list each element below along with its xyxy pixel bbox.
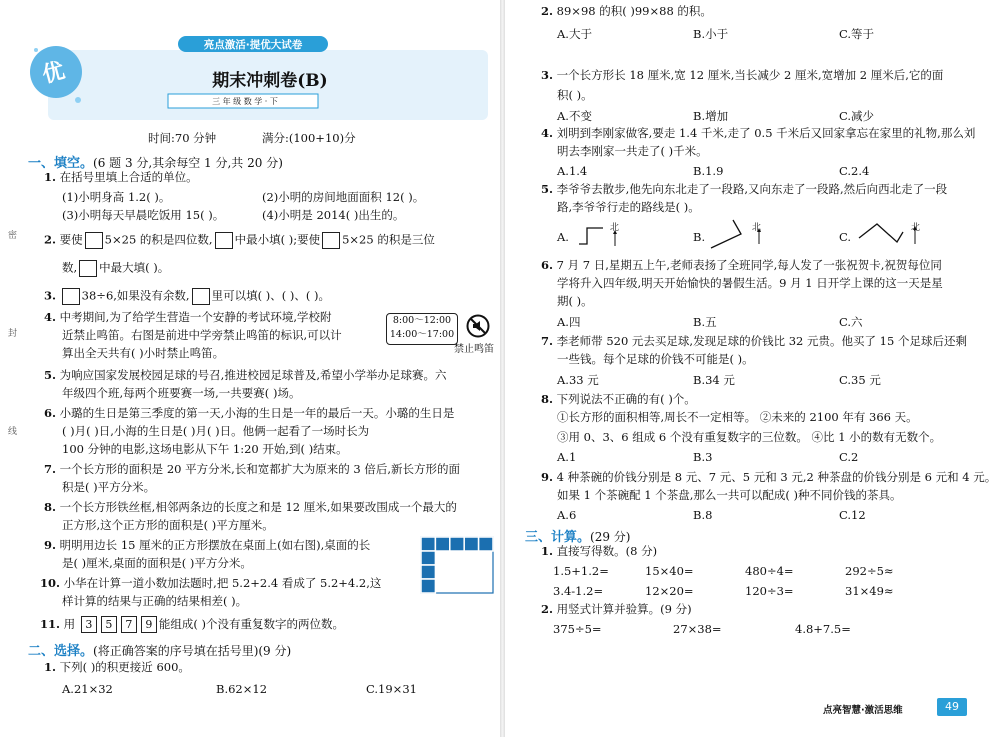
choice-3-option-a: A.不变 bbox=[557, 109, 592, 123]
q2-text-b: 5×25 的积是四位数, bbox=[104, 232, 213, 247]
question-9-line-2: 是( )厘米,桌面的面积是( )平方分米。 bbox=[62, 556, 252, 570]
q3-text-b: 里可以填( )、( )、( )。 bbox=[211, 288, 330, 303]
choice-1-text: 下列( )的积更接近 600。 bbox=[59, 660, 190, 674]
question-4-line-1: 4. 中考期间,为了给学生营造一个安静的考试环境,学校附 bbox=[44, 310, 332, 324]
choice-4-option-b: B.1.9 bbox=[693, 164, 724, 178]
question-4-line-3: 算出全天共有( )小时禁止鸣笛。 bbox=[62, 346, 225, 360]
choice-3-line-1: 3. 一个长方形长 18 厘米,宽 12 厘米,当长减少 2 厘米,宽增加 2 厘米后,它的面 bbox=[541, 68, 944, 82]
section-1-heading bbox=[28, 152, 283, 171]
choice-9-line-2: 如果 1 个茶碗配 1 个茶盘,那么一共可以配成( )种不同价钱的茶具。 bbox=[557, 488, 902, 502]
no-horn-label: 禁止鸣笛 bbox=[454, 344, 494, 355]
calc-1-item: 12×20= bbox=[645, 584, 694, 598]
question-7-line-1: 7. 一个长方形的面积是 20 平方分米,长和宽都扩大为原来的 3 倍后,新长方形的面 bbox=[44, 462, 461, 476]
choice-6-line-1: 6. 7 月 7 日,星期五上午,老师表扬了全班同学,每人发了一张祝贺卡,祝贺每位同 bbox=[541, 258, 942, 272]
section-2-title: 二、选择。 bbox=[28, 644, 94, 659]
choice-9-text-a: 4 种茶碗的价钱分别是 8 元、7 元、5 元和 3 元,2 种茶盘的价钱分别是 6 元和 4 元。 bbox=[556, 470, 997, 484]
choice-7-option-c: C.35 元 bbox=[839, 373, 881, 387]
gutter-mark-mi: 密 bbox=[8, 231, 18, 241]
calc-1-item: 15×40= bbox=[645, 564, 694, 578]
section-3-heading bbox=[525, 526, 630, 545]
question-6-line-2: ( )月( )日,小海的生日是( )月( )日。他俩一起看了一场时长为 bbox=[62, 424, 370, 438]
calc-1: 1. 直接写得数。(8 分) bbox=[541, 544, 658, 558]
calc-1-item: 1.5+1.2= bbox=[553, 564, 609, 578]
choice-5-text-a: 李爷爷去散步,他先向东北走了一段路,又向东走了一段路,然后向西北走了一段 bbox=[556, 182, 948, 196]
gutter-mark-xian: 线 bbox=[8, 427, 18, 437]
answer-box[interactable] bbox=[79, 260, 97, 277]
choice-7-option-a: A.33 元 bbox=[557, 373, 599, 387]
calc-2-item: 375÷5= bbox=[553, 622, 602, 636]
choice-8-option-a: A.1 bbox=[557, 450, 577, 464]
answer-box[interactable] bbox=[322, 232, 340, 249]
digit-card: 5 bbox=[101, 616, 117, 633]
choice-9-option-a: A.6 bbox=[557, 508, 577, 522]
choice-5-line-2: 路,李爷爷行走的路线是( )。 bbox=[557, 200, 700, 214]
section-2-heading bbox=[28, 640, 291, 659]
choice-8: 8. 下列说法不正确的有( )个。 bbox=[541, 392, 696, 406]
choice-4-line-2: 明去李刚家一共走了( )千米。 bbox=[557, 144, 708, 158]
banner-text: 亮点激活·提优大试卷 bbox=[203, 39, 303, 51]
choice-6-text-a: 7 月 7 日,星期五上午,老师表扬了全班同学,每人发了一张祝贺卡,祝贺每位同 bbox=[556, 258, 942, 272]
choice-9-line-1: 9. 4 种茶碗的价钱分别是 8 元、7 元、5 元和 3 元,2 种茶盘的价钱分别是 6 元和 4 元。 bbox=[541, 470, 997, 484]
calc-1-item: 31×49≈ bbox=[845, 584, 894, 598]
choice-7-line-1: 7. 李老师带 520 元去买足球,发现足球的价钱比 32 元贵。他买了 15 个足球后还剩 bbox=[541, 334, 967, 348]
q4-text-a: 中考期间,为了给学生营造一个安静的考试环境,学校附 bbox=[59, 310, 332, 324]
choice-4-text-a: 刘明到李刚家做客,要走 1.4 千米,走了 0.5 千米后又回家拿忘在家里的礼物,那么刘 bbox=[556, 126, 976, 140]
q6-text-a: 小璐的生日是第三季度的第一天,小海的生日是一年的最后一天。小璐的生日是 bbox=[59, 406, 455, 420]
question-4-line-2: 近禁止鸣笛。右图是前进中学旁禁止鸣笛的标识,可以计 bbox=[62, 328, 342, 342]
north-label-a: 北 bbox=[610, 223, 620, 233]
north-label-c: 北 bbox=[911, 223, 921, 233]
question-10-line-1: 10. 小华在计算一道小数加法题时,把 5.2+2.4 看成了 5.2+4.2,这 bbox=[40, 576, 382, 590]
digit-card: 7 bbox=[121, 616, 137, 633]
answer-box[interactable] bbox=[215, 232, 233, 249]
choice-2: 2. 89×98 的积( )99×88 的积。 bbox=[541, 4, 712, 18]
q2-text-e: 数, bbox=[62, 260, 78, 275]
question-5-line-1: 5. 为响应国家发展校园足球的号召,推进校园足球普及,希望小学举办足球赛。六 bbox=[44, 368, 447, 382]
question-1-part-2: (2)小明的房间地面面积 12( )。 bbox=[262, 190, 425, 204]
choice-8-statement-1: ①长方形的面积相等,周长不一定相等。 ②未来的 2100 年有 366 天。 bbox=[557, 410, 918, 424]
badge-you: 优 bbox=[39, 58, 68, 89]
calc-1-item: 292÷5≈ bbox=[845, 564, 894, 578]
q2-text-a: 要使 bbox=[59, 232, 83, 247]
route-a-figure bbox=[577, 220, 627, 250]
choice-8-statement-2: ③用 0、3、6 组成 6 个没有重复数字的三位数。 ④比 1 小的数有无数个。 bbox=[557, 430, 942, 444]
question-10-line-2: 样计算的结果与正确的结果相差( )。 bbox=[62, 594, 248, 608]
q11-text-b: 能组成( )个没有重复数字的两位数。 bbox=[158, 617, 344, 631]
choice-8-text: 下列说法不正确的有( )个。 bbox=[556, 392, 696, 406]
choice-1-option-a: A.21×32 bbox=[62, 682, 113, 696]
answer-box[interactable] bbox=[62, 288, 80, 305]
q9-text-a: 明明用边长 15 厘米的正方形摆放在桌面上(如右图),桌面的长 bbox=[59, 538, 371, 552]
question-8-line-2: 正方形,这个正方形的面积是( )平方厘米。 bbox=[62, 518, 274, 532]
choice-6-line-3: 期( )。 bbox=[557, 294, 593, 308]
choice-7-line-2: 一些钱。每个足球的价钱不可能是( )。 bbox=[557, 352, 754, 366]
choice-2-text: 89×98 的积( )99×88 的积。 bbox=[556, 4, 712, 18]
question-6-line-1: 6. 小璐的生日是第三季度的第一天,小海的生日是一年的最后一天。小璐的生日是 bbox=[44, 406, 455, 420]
section-1-note: (6 题 3 分,其余每空 1 分,共 20 分) bbox=[93, 156, 283, 170]
choice-5-option-b: B. bbox=[693, 230, 706, 244]
choice-2-option-b: B.小于 bbox=[693, 27, 729, 41]
question-1: 1. 在括号里填上合适的单位。 bbox=[44, 170, 198, 184]
question-8-line-1: 8. 一个长方形铁丝框,相邻两条边的长度之和是 12 厘米,如果要改围成一个最大的 bbox=[44, 500, 457, 514]
sign-time-1: 8:00～12:00 bbox=[392, 315, 452, 326]
q5-text-a: 为响应国家发展校园足球的号召,推进校园足球普及,希望小学举办足球赛。六 bbox=[59, 368, 447, 382]
q2-text-f: 中最大填( )。 bbox=[99, 260, 170, 275]
section-1-title: 一、填空。 bbox=[28, 156, 94, 171]
north-label-b: 北 bbox=[752, 223, 762, 233]
choice-4-line-1: 4. 刘明到李刚家做客,要走 1.4 千米,走了 0.5 千米后又回家拿忘在家里的礼物,那么刘 bbox=[541, 126, 976, 140]
q3-text-a: 38÷6,如果没有余数, bbox=[81, 288, 190, 303]
choice-9-option-c: C.12 bbox=[839, 508, 866, 522]
choice-4-option-a: A.1.4 bbox=[557, 164, 588, 178]
q7-text-a: 一个长方形的面积是 20 平方分米,长和宽都扩大为原来的 3 倍后,新长方形的面 bbox=[59, 462, 461, 476]
choice-8-option-b: B.3 bbox=[693, 450, 713, 464]
exam-time: 时间:70 分钟 bbox=[148, 131, 217, 145]
question-1-part-4: (4)小明是 2014( )出生的。 bbox=[262, 208, 405, 222]
choice-1-option-c: C.19×31 bbox=[366, 682, 417, 696]
page-title: 期末冲刺卷(B) bbox=[212, 71, 328, 91]
no-horn-time-sign bbox=[386, 313, 458, 345]
q2-text-c: 中最小填( );要使 bbox=[234, 232, 321, 247]
question-1-part-3: (3)小明每天早晨吃饭用 15( )。 bbox=[62, 208, 225, 222]
calc-2-item: 27×38= bbox=[673, 622, 722, 636]
choice-5-line-1: 5. 李爷爷去散步,他先向东北走了一段路,又向东走了一段路,然后向西北走了一段 bbox=[541, 182, 948, 196]
no-horn-icon bbox=[466, 314, 490, 338]
question-9-line-1: 9. 明明用边长 15 厘米的正方形摆放在桌面上(如右图),桌面的长 bbox=[44, 538, 371, 552]
question-1-text: 在括号里填上合适的单位。 bbox=[59, 170, 198, 184]
choice-2-option-a: A.大于 bbox=[557, 27, 592, 41]
section-3-title: 三、计算。 bbox=[525, 530, 591, 545]
question-2-line-2 bbox=[62, 260, 169, 277]
calc-1-item: 3.4-1.2= bbox=[553, 584, 604, 598]
page-subtitle: 三 年 级 数 学 · 下 bbox=[212, 97, 278, 106]
square-tiles-figure bbox=[420, 536, 494, 594]
section-3-note: (29 分) bbox=[590, 530, 631, 544]
calc-2: 2. 用竖式计算并验算。(9 分) bbox=[541, 602, 692, 616]
choice-3-text-a: 一个长方形长 18 厘米,宽 12 厘米,当长减少 2 厘米,宽增加 2 厘米后,它的面 bbox=[556, 68, 944, 82]
calc-2-text: 用竖式计算并验算。(9 分) bbox=[556, 602, 692, 616]
calc-1-item: 480÷4= bbox=[745, 564, 794, 578]
choice-6-option-a: A.四 bbox=[557, 315, 581, 329]
question-6-line-3: 100 分钟的电影,这场电影从下午 1:20 开始,到( )结束。 bbox=[62, 442, 348, 456]
page-number: 49 bbox=[937, 698, 967, 716]
question-11: 11. 用 3 5 7 9 能组成( )个没有重复数字的两位数。 bbox=[40, 617, 344, 631]
choice-5-option-a: A. bbox=[557, 230, 569, 244]
choice-3-line-2: 积( )。 bbox=[557, 88, 593, 102]
choice-6-option-b: B.五 bbox=[693, 315, 717, 329]
right-page bbox=[505, 0, 1000, 737]
calc-1-item: 120÷3= bbox=[745, 584, 794, 598]
answer-box[interactable] bbox=[85, 232, 103, 249]
choice-1: 1. 下列( )的积更接近 600。 bbox=[44, 660, 190, 674]
q11-text-a: 用 bbox=[63, 617, 76, 631]
choice-4-option-c: C.2.4 bbox=[839, 164, 870, 178]
choice-2-option-c: C.等于 bbox=[839, 27, 875, 41]
q2-text-d: 5×25 的积是三位 bbox=[342, 232, 435, 247]
choice-7-option-b: B.34 元 bbox=[693, 373, 735, 387]
digit-card: 3 bbox=[81, 616, 97, 633]
choice-1-option-b: B.62×12 bbox=[216, 682, 268, 696]
choice-3-option-b: B.增加 bbox=[693, 109, 729, 123]
question-1-part-1: (1)小明身高 1.2( )。 bbox=[62, 190, 171, 204]
digit-card: 9 bbox=[141, 616, 157, 633]
calc-2-item: 4.8+7.5= bbox=[795, 622, 851, 636]
choice-6-line-2: 学将升入四年级,明天开始愉快的暑假生活。9 月 1 日开学上课的这一天是星 bbox=[557, 276, 943, 290]
question-3: 3. 38÷6,如果没有余数, 里可以填( )、( )、( )。 bbox=[44, 288, 330, 305]
q8-text-a: 一个长方形铁丝框,相邻两条边的长度之和是 12 厘米,如果要改围成一个最大的 bbox=[59, 500, 457, 514]
choice-5-option-c: C. bbox=[839, 230, 852, 244]
choice-3-option-c: C.减少 bbox=[839, 109, 875, 123]
choice-9-option-b: B.8 bbox=[693, 508, 713, 522]
question-7-line-2: 积是( )平方分米。 bbox=[62, 480, 156, 494]
sign-time-2: 14:00～17:00 bbox=[389, 329, 455, 340]
section-2-note: (将正确答案的序号填在括号里)(9 分) bbox=[93, 644, 292, 658]
gutter-mark-feng: 封 bbox=[8, 329, 18, 339]
footer-slogan: 点亮智慧·激活思维 bbox=[823, 705, 903, 716]
answer-box[interactable] bbox=[192, 288, 210, 305]
choice-6-option-c: C.六 bbox=[839, 315, 863, 329]
choice-7-text-a: 李老师带 520 元去买足球,发现足球的价钱比 32 元贵。他买了 15 个足球后还剩 bbox=[556, 334, 967, 348]
question-5-line-2: 年级四个班,每两个班要赛一场,一共要赛( )场。 bbox=[62, 386, 301, 400]
calc-1-text: 直接写得数。(8 分) bbox=[556, 544, 658, 558]
choice-8-option-c: C.2 bbox=[839, 450, 859, 464]
question-2-line-1: 2. 要使 5×25 的积是四位数, 中最小填( );要使 5×25 的积是三位 bbox=[44, 232, 435, 249]
exam-score: 满分:(100+10)分 bbox=[262, 131, 356, 145]
q10-text-a: 小华在计算一道小数加法题时,把 5.2+2.4 看成了 5.2+4.2,这 bbox=[63, 576, 382, 590]
